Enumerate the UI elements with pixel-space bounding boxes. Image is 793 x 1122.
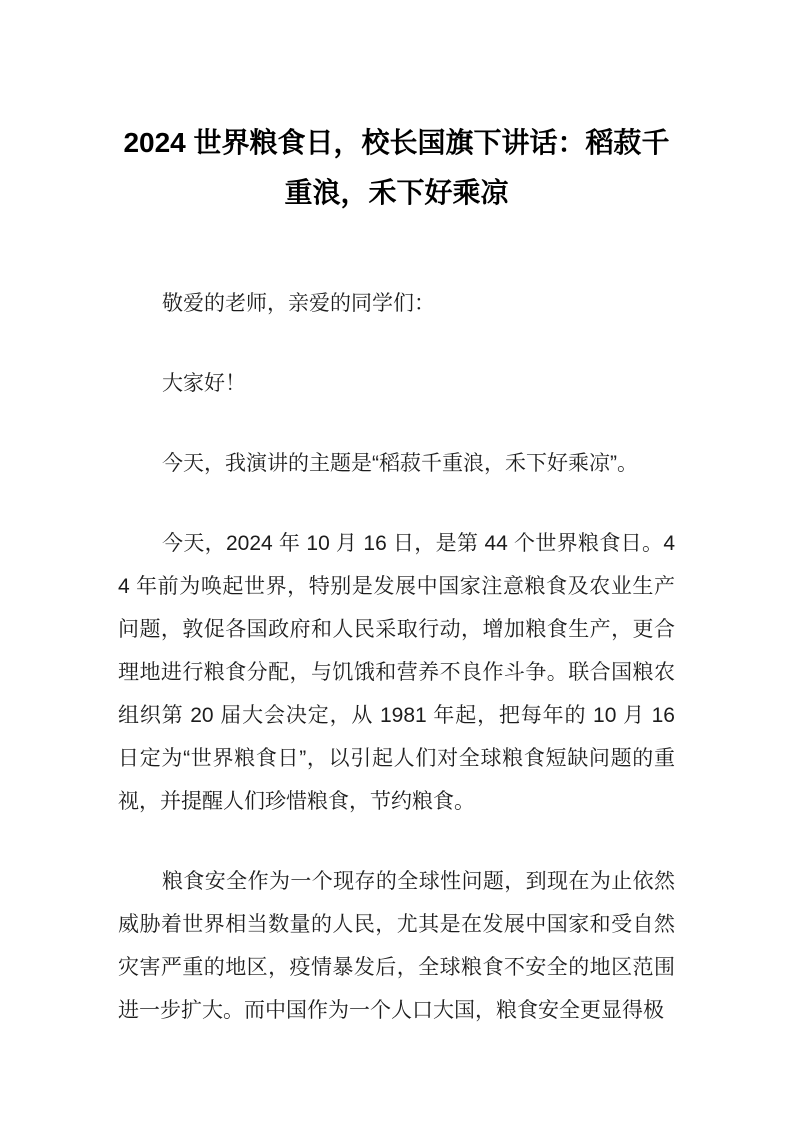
document-content [118,118,675,1032]
paragraph-history: 今天，2024 年 10 月 16 日，是第 44 个世界粮食日。44 年前为唤起世界，特别是发展中国家注意粮食及农业生产问题，敦促各国政府和人民采取行动，增加粮食生产，更合理地进行粮食分配，与饥饿和营养不良作斗争。联合国粮农组织第 20 届大会决定，从 1981 年起，把每年的 10 月 16 日定为“世界粮食日”，以引起人们对全球粮食短缺问题的重视，并提醒人们珍惜粮食，节约粮食。 [118,532,675,813]
paragraph-greeting: 敬爱的老师，亲爱的同学们： [162,292,435,315]
paragraph-food-security: 粮食安全作为一个现存的全球性问题，到现在为止依然威胁着世界相当数量的人民，尤其是在发展中国家和受自然灾害严重的地区，疫情暴发后，全球粮食不安全的地区范围进一步扩大。而中国作为一个人口大国，粮食安全更显得极 [118,870,675,1022]
document-body [118,282,675,1032]
paragraph-hello: 大家好！ [162,372,246,395]
paragraph-theme: 今天，我演讲的主题是“稻菽千重浪，禾下好乘凉”。 [162,452,638,475]
document-title: 2024 世界粮食日，校长国旗下讲话：稻菽千重浪，禾下好乘凉 [123,127,670,208]
